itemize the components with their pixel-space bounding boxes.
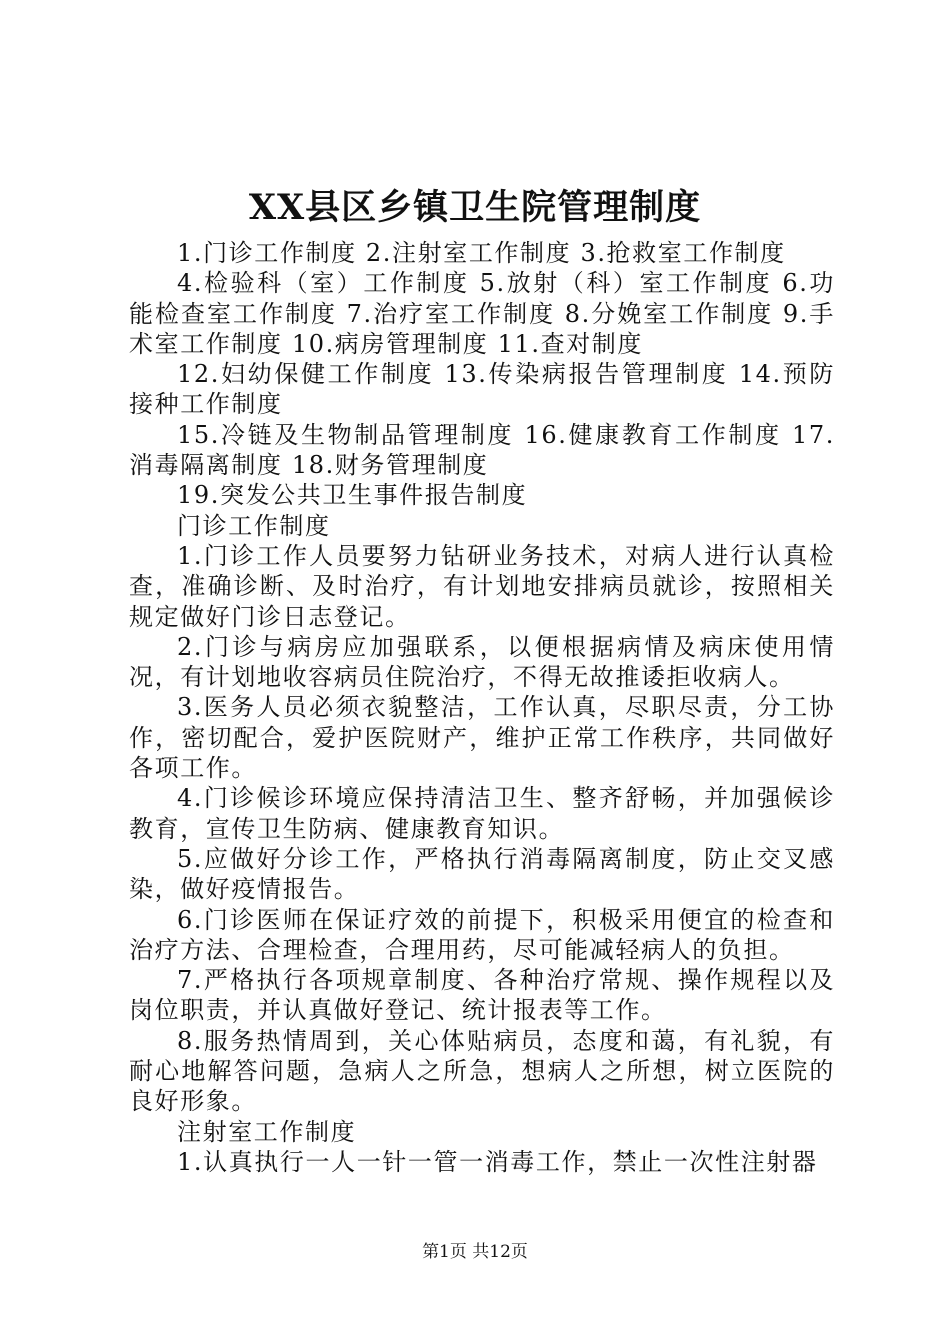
paragraph-4: 15.冷链及生物制品管理制度 16.健康教育工作制度 17.消毒隔离制度 18.财务管理制度 bbox=[129, 420, 835, 480]
document-title: XX县区乡镇卫生院管理制度 bbox=[248, 187, 702, 228]
section-heading-injection: 注射室工作制度 bbox=[177, 1117, 357, 1146]
page-footer: 第1页 共12页 bbox=[422, 1242, 528, 1262]
document-body bbox=[129, 238, 835, 1177]
paragraph-8: 2.门诊与病房应加强联系，以便根据病情及病床使用情况，有计划地收容病员住院治疗，不得无故推诿拒收病人。 bbox=[129, 632, 835, 692]
paragraph-2: 4.检验科（室）工作制度 5.放射（科）室工作制度 6.功能检查室工作制度 7.治疗室工作制度 8.分娩室工作制度 9.手术室工作制度 10.病房管理制度 11.查对制度 bbox=[129, 269, 835, 358]
paragraph-11: 5.应做好分诊工作，严格执行消毒隔离制度，防止交叉感染，做好疫情报告。 bbox=[129, 844, 835, 904]
paragraph-7: 1.门诊工作人员要努力钻研业务技术，对病人进行认真检查，准确诊断、及时治疗，有计划地安排病员就诊，按照相关规定做好门诊日志登记。 bbox=[129, 541, 835, 631]
paragraph-3: 12.妇幼保健工作制度 13.传染病报告管理制度 14.预防接种工作制度 bbox=[129, 360, 835, 419]
paragraph-13: 7.严格执行各项规章制度、各种治疗常规、操作规程以及岗位职责，并认真做好登记、统计报表等工作。 bbox=[129, 966, 835, 1025]
section-heading-outpatient: 门诊工作制度 bbox=[177, 511, 331, 540]
paragraph-12: 6.门诊医师在保证疗效的前提下，积极采用便宜的检查和治疗方法、合理检查，合理用药，尽可能减轻病人的负担。 bbox=[129, 905, 835, 964]
paragraph-10: 4.门诊候诊环境应保持清洁卫生、整齐舒畅，并加强候诊教育，宣传卫生防病、健康教育知识。 bbox=[129, 784, 835, 843]
paragraph-5: 19.突发公共卫生事件报告制度 bbox=[177, 481, 528, 510]
paragraph-9: 3.医务人员必须衣貌整洁，工作认真，尽职尽责，分工协作，密切配合，爱护医院财产，维护正常工作秩序，共同做好各项工作。 bbox=[129, 693, 835, 783]
paragraph-16: 1.认真执行一人一针一管一消毒工作，禁止一次性注射器 bbox=[177, 1147, 818, 1176]
paragraph-14: 8.服务热情周到，关心体贴病员，态度和蔼，有礼貌，有耐心地解答问题，急病人之所急，想病人之所想，树立医院的良好形象。 bbox=[129, 1026, 835, 1116]
paragraph-1: 1.门诊工作制度 2.注射室工作制度 3.抢救室工作制度 bbox=[177, 239, 786, 267]
